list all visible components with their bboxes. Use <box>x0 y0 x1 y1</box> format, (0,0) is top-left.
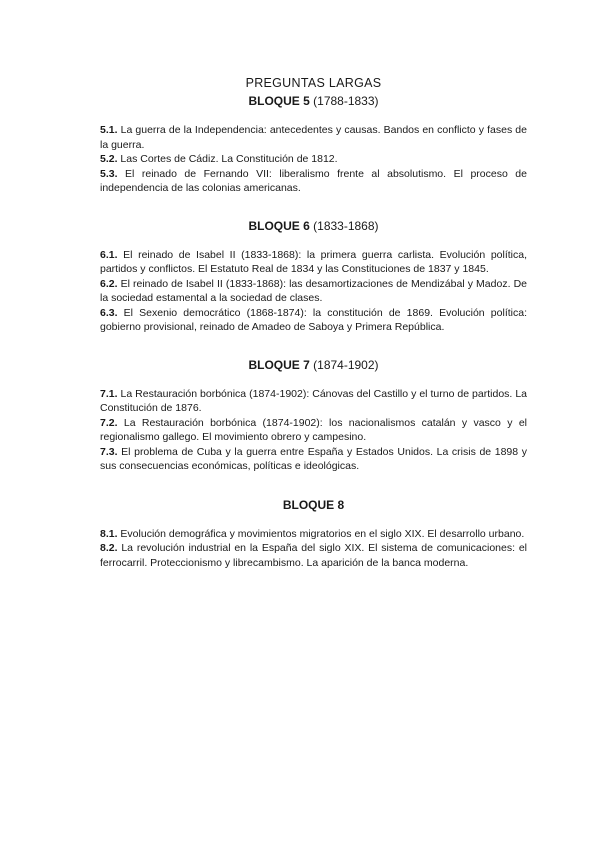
question-list <box>100 527 527 571</box>
block-heading-range: (1833-1868) <box>309 218 379 233</box>
question-text: La revolución industrial en la España del siglo XIX. El sistema de comunicaciones: el ferrocarril. Proteccionismo y librecambismo. La aparición de la banca moderna. <box>100 542 527 569</box>
question-number: 5.3. <box>100 167 118 180</box>
question-item <box>100 541 527 570</box>
block-heading <box>100 218 527 234</box>
block-heading <box>100 497 527 513</box>
question-number: 6.1. <box>100 248 118 261</box>
question-text: El Sexenio democrático (1868-1874): la constitución de 1869. Evolución política: gobierno provisional, reinado de Amadeo de Saboya y Primera República. <box>100 306 527 333</box>
question-text: El problema de Cuba y la guerra entre España y Estados Unidos. La crisis de 1898 y sus consecuencias económicas, políticas e ideológicas. <box>100 445 527 472</box>
question-number: 5.2. <box>100 153 118 165</box>
question-text: La Restauración borbónica (1874-1902): Cánovas del Castillo y el turno de partidos. La Constitución de 1876. <box>100 387 527 414</box>
question-text: Evolución demográfica y movimientos migratorios en el siglo XIX. El desarrollo urbano. <box>117 527 525 540</box>
question-text: El reinado de Isabel II (1833-1868): las desamortizaciones de Mendizábal y Madoz. De la sociedad estamental a la sociedad de clases. <box>100 277 527 304</box>
question-number: 7.1. <box>100 387 118 400</box>
question-number: 8.2. <box>100 542 118 554</box>
question-text: Las Cortes de Cádiz. La Constitución de 1812. <box>117 153 338 165</box>
question-number: 8.1. <box>100 527 118 540</box>
question-number: 5.1. <box>100 124 118 136</box>
question-item <box>100 416 527 445</box>
question-item <box>100 277 527 306</box>
block-heading-label: BLOQUE 8 <box>282 497 345 512</box>
question-list <box>100 248 527 335</box>
question-text: El reinado de Fernando VII: liberalismo frente al absolutismo. El proceso de independencia de las colonias americanas. <box>100 167 527 194</box>
block-heading-label: BLOQUE 7 <box>248 357 310 372</box>
block-heading-label: BLOQUE 5 <box>248 94 310 108</box>
question-item <box>100 167 527 196</box>
block-heading-range: (1874-1902) <box>309 357 379 372</box>
question-text: El reinado de Isabel II (1833-1868): la primera guerra carlista. Evolución política, partidos y conflictos. El Estatuto Real de 1834 y las Constituciones de 1837 y 1845. <box>100 248 527 275</box>
question-number: 7.3. <box>100 445 118 458</box>
question-list <box>100 387 527 474</box>
document-content <box>100 75 527 570</box>
question-number: 6.3. <box>100 306 118 319</box>
question-text: La guerra de la Independencia: antecedentes y causas. Bandos en conflicto y fases de la guerra. <box>100 124 527 151</box>
block-heading <box>100 357 527 373</box>
block-heading-range: (1788-1833) <box>309 94 379 108</box>
question-item <box>100 527 527 542</box>
question-item <box>100 445 527 474</box>
question-number: 6.2. <box>100 277 118 290</box>
question-list <box>100 123 527 196</box>
question-number: 7.2. <box>100 416 118 429</box>
block-heading-label: BLOQUE 6 <box>248 218 310 233</box>
question-item <box>100 248 527 277</box>
question-item <box>100 387 527 416</box>
question-item <box>100 152 527 167</box>
question-text: La Restauración borbónica (1874-1902): los nacionalismos catalán y vasco y el regionalismo gallego. El movimiento obrero y campesino. <box>100 416 527 443</box>
block-heading <box>100 93 527 109</box>
question-item <box>100 123 527 152</box>
page-title: PREGUNTAS LARGAS <box>245 76 382 90</box>
question-item <box>100 306 527 335</box>
